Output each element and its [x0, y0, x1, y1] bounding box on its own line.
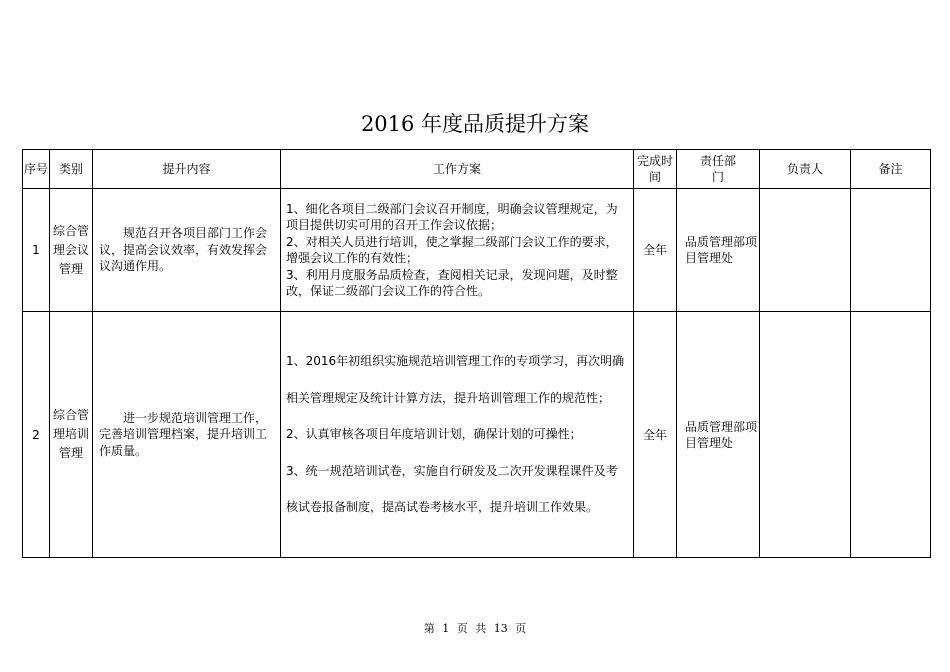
header-plan: 工作方案	[281, 150, 634, 189]
table-row	[23, 189, 931, 312]
document-title: 2016 年度品质提升方案	[360, 112, 590, 136]
cell-content: 进一步规范培训管理工作，完善培训管理档案，提升培训工作质量。	[93, 312, 281, 558]
table-header-row	[23, 150, 931, 189]
plan-item: 3、统一规范培训试卷，实施自行研发及二次开发课程课件及考核试卷报备制度，提高试卷考核水平，提升培训工作效果。	[286, 463, 618, 515]
cell-time: 全年	[634, 312, 677, 558]
cell-category: 综合管理培训管理	[50, 312, 93, 558]
cell-time: 全年	[634, 189, 677, 312]
header-owner: 负责人	[760, 150, 851, 189]
plan-item: 1、2016年初组织实施规范培训管理工作的专项学习，再次明确相关管理规定及统计计算方法，提升培训管理工作的规范性；	[286, 354, 625, 405]
cell-seq: 2	[23, 312, 50, 558]
plan-item: 1、细化各项目二级部门会议召开制度，明确会议管理规定，为项目提供切实可用的召开工作会议依据；	[286, 201, 618, 232]
cell-dept: 品质管理部项目管理处	[677, 312, 760, 558]
header-time: 完成时间	[634, 150, 677, 189]
cell-remark	[851, 189, 931, 312]
plan-item: 2、认真审核各项目年度培训计划，确保计划的可操性；	[286, 427, 582, 442]
plan-table	[22, 149, 931, 558]
cell-plan	[281, 312, 634, 558]
cell-owner	[760, 189, 851, 312]
plan-item: 2、对相关人员进行培训，使之掌握二级部门会议工作的要求，增强会议工作的有效性；	[286, 234, 618, 265]
header-remark: 备注	[851, 150, 931, 189]
cell-seq: 1	[23, 189, 50, 312]
cell-owner	[760, 312, 851, 558]
header-seq: 序号	[23, 150, 50, 189]
table-row	[23, 312, 931, 558]
cell-category: 综合管理会议管理	[50, 189, 93, 312]
cell-remark	[851, 312, 931, 558]
page-footer: 第 1 页 共 13 页	[423, 622, 527, 635]
header-category: 类别	[50, 150, 93, 189]
plan-item: 3、利用月度服务品质检查，查阅相关记录，发现问题，及时整改，保证二级部门会议工作的符合性。	[286, 267, 618, 298]
cell-content: 规范召开各项目部门工作会议，提高会议效率，有效发挥会议沟通作用。	[93, 189, 281, 312]
header-content: 提升内容	[93, 150, 281, 189]
header-dept: 责任部门	[677, 150, 760, 189]
cell-plan	[281, 189, 634, 312]
cell-dept: 品质管理部项目管理处	[677, 189, 760, 312]
